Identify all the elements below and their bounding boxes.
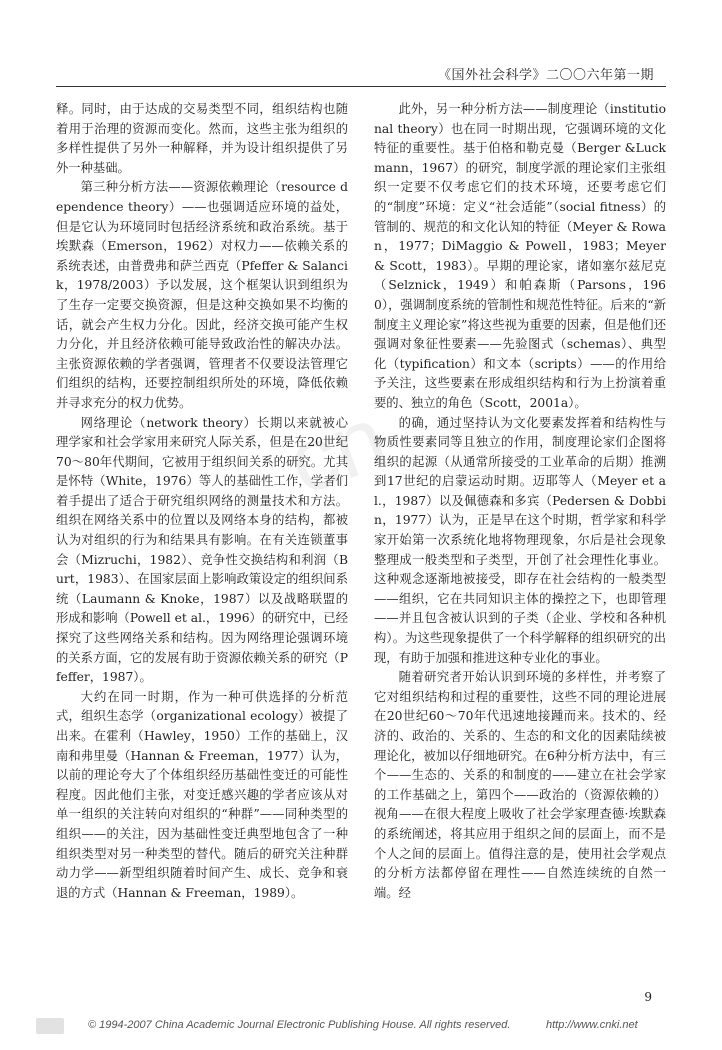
right-column	[374, 100, 666, 903]
running-header	[0, 60, 722, 84]
paragraph: 此外，另一种分析方法——制度理论（institutional theory）也在同一时期出现，它强调环境的文化特征的重要性。基于伯格和勒克曼（Berger &Luckmann，1967）的研究，制度学派的理论家们主张组织一定要不仅考虑它们的技术环境，还要考虑它们的“制度”环境：定义“社会适能”（social fitness）的管制的、规范的和文化认知的特征（Meyer & Rowan，1977；DiMaggio & Powell，1983；Meyer & Scott，1983）。早期的理论家，诸如塞尔兹尼克（Selznick，1949）和帕森斯（Parsons，1960），强调制度系统的管制性和规范性特征。后来的“新制度主义理论家”将这些视为重要的因素，但是他们还强调对象征性要素——先验图式（schemas）、典型化（typification）和文本（scripts）——的作用给予关注，这些要素在形成组织结构和行为上扮演着重要的、独立的角色（Scott，2001a）。	[374, 102, 666, 410]
copyright-text: © 1994-2007 China Academic Journal Electronic Publishing House. All rights reserved.	[88, 1019, 511, 1031]
paragraph: 第三种分析方法——资源依赖理论（resource dependence theory）——也强调适应环境的益处，但是它认为环境同时包括经济系统和政治系统。基于埃默森（Emerson，1962）对权力——依赖关系的系统表述，由普费弗和萨兰西克（Pfeffer & Salancik，1978/2003）予以发展，这个框架认识到组织为了生存一定要交换资源，但是这种交换如果不均衡的话，就会产生权力分化。因此，经济交换可能产生权力分化，并且经济依赖可能导致政治性的解决办法。主张资源依赖的学者强调，管理者不仅要设法管理它们组织的结构，还要控制组织所处的环境，降低依赖并寻求充分的权力优势。	[56, 180, 348, 410]
watermark: cn	[275, 387, 400, 515]
paragraph: 随着研究者开始认识到环境的多样性，并考察了它对组织结构和过程的重要性，这些不同的理论进展在20世纪60～70年代迅速地接踵而来。技术的、经济的、政治的、关系的、生态的和文化的因素陆续被理论化，被加以仔细地研究。在6种分析方法中，有三个——生态的、关系的和制度的——建立在社会学家的工作基础之上，第四个——政治的（资源依赖的）视角——在很大程度上吸收了社会学家理查德·埃默森的系统阐述，将其应用于组织之间的层面上，而不是个人之间的层面上。值得注意的是，使用社会学观点的分析方法都停留在理性——自然连续统的自然一端。经	[374, 670, 666, 900]
left-column	[56, 100, 348, 903]
footer-url-link[interactable]: http://www.cnki.net	[546, 1019, 638, 1031]
cnki-logo-icon	[36, 1018, 64, 1034]
paragraph: 释。同时，由于达成的交易类型不同，组织结构也随着用于治理的资源而变化。然而，这些主张为组织的多样性提供了另外一种解释，并为设计组织提供了另外一种基础。	[56, 102, 348, 175]
paragraph: 的确，通过坚持认为文化要素发挥着和结构性与物质性要素同等且独立的作用，制度理论家们企图将组织的起源（从通常所接受的工业革命的后期）推溯到17世纪的启蒙运动时期。迈耶等人（Meyer et al.，1987）以及佩德森和多宾（Pedersen & Dobbin，1977）认为，正是早在这个时期，哲学家和科学家开始第一次系统化地将物理现象，尔后是社会现象整理成一般类型和子类型，开创了社会理性化事业。这种观念逐渐地被接受，即存在社会结构的一般类型——组织，它在共同知识主体的操控之下，也即管理——并且包含被认识到的子类（企业、学校和各种机构）。为这些现象提供了一个科学解释的组织研究的出现，有助于加强和推进这种专业化的事业。	[374, 415, 666, 665]
paragraph: 大约在同一时期，作为一种可供选择的分析范式，组织生态学（organizational ecology）被提了出来。在霍利（Hawley，1950）工作的基础上，汉南和弗里曼（Hannan & Freeman，1977）认为，以前的理论夸大了个体组织经历基础性变迁的可能性程度。因此他们主张，对变迁感兴趣的学者应该从对单一组织的关注转向对组织的“种群”——同种类型的组织——的关注，因为基础性变迁典型地包含了一种组织类型对另一种类型的替代。随后的研究关注种群动力学——新型组织随着时间产生、成长、竞争和衰退的方式（Hannan & Freeman，1989）。	[56, 689, 348, 900]
paragraph: 网络理论（network theory）长期以来就被心理学家和社会学家用来研究人际关系，但是在20世纪70～80年代期间，它被用于组织间关系的研究。尤其是怀特（White，1976）等人的基础性工作，学者们着手提出了适合于研究组织网络的测量技术和方法。组织在网络关系中的位置以及网络本身的结构，都被认为对组织的行为和结果具有影响。在有关连锁董事会（Mizruchi，1982）、竞争性交换结构和利润（Burt，1983）、在国家层面上影响政策设定的组织间系统（Laumann & Knoke，1987）以及战略联盟的形成和影响（Powell et al.，1996）的研究中，已经探究了这些网络关系和结构。因为网络理论强调环境的关系方面，它的发展有助于资源依赖关系的研究（Pfeffer，1987）。	[56, 415, 348, 685]
footer	[36, 1016, 696, 1038]
header-rule	[56, 86, 666, 87]
journal-title: 《国外社会科学》二〇〇六年第一期	[437, 68, 654, 83]
page-number: 9	[644, 990, 652, 1004]
